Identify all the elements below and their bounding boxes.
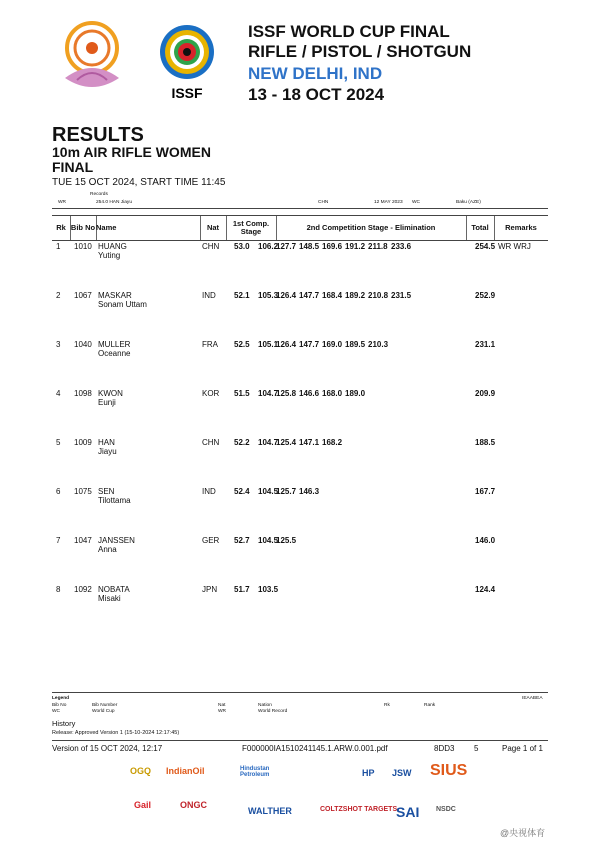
legend-code: IEAABEA [522, 696, 543, 701]
col-remarks: Remarks [505, 223, 537, 232]
col-total: Total [471, 223, 489, 232]
sponsor-hp: HP [362, 768, 375, 778]
elimination-score: 125.5 [276, 536, 297, 545]
legend-wc-key: WC [52, 709, 60, 714]
athlete-nation: JPN [202, 585, 218, 594]
records-nat: CHN [318, 200, 329, 205]
event-title-line2: RIFLE / PISTOL / SHOTGUN [248, 42, 472, 61]
elimination-score: 169.6 [322, 242, 343, 251]
athlete-rank: 8 [56, 585, 61, 594]
records-row [52, 192, 548, 209]
col-bib: Bib No [70, 223, 96, 232]
page-footer [52, 740, 548, 753]
stage1-series1: 52.4 [234, 487, 250, 496]
legend-nat-value: Nation [258, 703, 272, 708]
elimination-score: 189.5 [345, 340, 366, 349]
elimination-score: 146.6 [299, 389, 320, 398]
athlete-first-name: Oceanne [98, 349, 131, 358]
elimination-score: 168.0 [322, 389, 343, 398]
table-row [52, 289, 548, 339]
elimination-score: 125.4 [276, 438, 297, 447]
elimination-score: 127.7 [276, 242, 297, 251]
elimination-score: 168.2 [322, 438, 343, 447]
athlete-last-name: HUANG [98, 242, 127, 251]
athlete-total: 209.9 [475, 389, 496, 398]
athlete-nation: FRA [202, 340, 218, 349]
elimination-score: 168.4 [322, 291, 343, 300]
sponsor-ogq: OGQ [130, 766, 152, 776]
sponsor-walther: WALTHER [248, 806, 292, 816]
athlete-first-name: Sonam Uttam [98, 300, 147, 309]
legend-wc-value: World Cup [92, 709, 115, 714]
stage1-series2: 105.1 [258, 340, 279, 349]
legend-wr-key: WR [218, 709, 226, 714]
athlete-last-name: KWON [98, 389, 123, 398]
stage1-series2: 105.3 [258, 291, 279, 300]
table-row [52, 240, 548, 290]
col-rk: Rk [56, 223, 66, 232]
col-stage1: 1st Comp. Stage [232, 219, 270, 236]
col-stage2: 2nd Competition Stage - Elimination [306, 223, 436, 232]
championship-lotus-logo [55, 18, 129, 98]
elimination-score: 211.8 [368, 242, 388, 251]
athlete-nation: IND [202, 487, 216, 496]
athlete-total: 146.0 [475, 536, 496, 545]
event-name [52, 145, 211, 175]
footer-num: 5 [474, 744, 479, 753]
table-row [52, 436, 548, 486]
event-datetime: TUE 15 OCT 2024, START TIME 11:45 [52, 177, 226, 188]
athlete-first-name: Eunji [98, 398, 116, 407]
athlete-first-name: Tilottama [98, 496, 131, 505]
history-release: Release: Approved Version 1 (15-10-2024 12:17:45) [52, 730, 180, 736]
athlete-rank: 2 [56, 291, 61, 300]
elimination-score: 146.3 [299, 487, 320, 496]
sponsor-ongc: ONGC [180, 800, 207, 810]
records-date: 12 MAY 2023 [374, 200, 403, 205]
elimination-score: 147.1 [299, 438, 320, 447]
event-title-line1: ISSF WORLD CUP FINAL [248, 22, 450, 41]
athlete-last-name: MASKAR [98, 291, 132, 300]
records-type: WR [58, 200, 66, 205]
event-title [248, 22, 471, 62]
elimination-score: 126.4 [276, 340, 297, 349]
athlete-first-name: Jiayu [98, 447, 117, 456]
stage1-series1: 51.5 [234, 389, 250, 398]
sponsor-hpcl: Hindustan Petroleum [240, 766, 270, 778]
athlete-first-name: Misaki [98, 594, 121, 603]
stage1-series1: 53.0 [234, 242, 250, 251]
athlete-rank: 5 [56, 438, 61, 447]
stage1-series2: 104.5 [258, 487, 279, 496]
col-nat: Nat [206, 223, 220, 232]
legend-wr-value: World Record [258, 709, 288, 714]
event-dates: 13 - 18 OCT 2024 [248, 85, 385, 104]
athlete-nation: CHN [202, 242, 220, 251]
records-score-name: 254.0 HAN Jiayu [96, 200, 132, 205]
legend-bibno-key: Bib No [52, 703, 67, 708]
results-table-header [52, 215, 548, 241]
elimination-score: 147.7 [299, 340, 320, 349]
athlete-first-name: Anna [98, 545, 117, 554]
athlete-rank: 3 [56, 340, 61, 349]
legend-rk-key: Rk [384, 703, 390, 708]
legend-nat-key: Nat [218, 703, 226, 708]
event-name-line2: FINAL [52, 159, 94, 175]
sponsor-logos [130, 762, 480, 828]
athlete-total: 124.4 [475, 585, 496, 594]
legend [52, 692, 548, 714]
issf-logo-text: ISSF [171, 85, 203, 101]
sponsor-jsw: JSW [392, 768, 412, 778]
athlete-total: 254.5 [475, 242, 496, 251]
legend-bibno-value: Bib Number [92, 703, 118, 708]
elimination-score: 126.4 [276, 291, 297, 300]
athlete-last-name: NOBATA [98, 585, 130, 594]
athlete-nation: CHN [202, 438, 220, 447]
stage1-series1: 52.7 [234, 536, 250, 545]
table-row [52, 338, 548, 388]
elimination-score: 147.7 [299, 291, 320, 300]
elimination-score: 125.8 [276, 389, 297, 398]
athlete-nation: KOR [202, 389, 220, 398]
athlete-bib: 1009 [74, 438, 92, 447]
event-name-line1: 10m AIR RIFLE WOMEN [52, 144, 211, 160]
athlete-last-name: MULLER [98, 340, 131, 349]
athlete-nation: GER [202, 536, 220, 545]
records-wc: WC [412, 200, 420, 205]
event-city: NEW DELHI, IND [248, 64, 383, 83]
results-heading: RESULTS [52, 124, 144, 146]
athlete-rank: 7 [56, 536, 61, 545]
athlete-rank: 4 [56, 389, 61, 398]
footer-code: 8DD3 [434, 744, 455, 753]
stage1-series2: 103.5 [258, 585, 279, 594]
elimination-score: 148.5 [299, 242, 320, 251]
athlete-bib: 1040 [74, 340, 92, 349]
records-place: Baku (AZE) [456, 200, 481, 205]
elimination-score: 231.5 [391, 291, 412, 300]
footer-file: F000000IA1510241145.1.ARW.0.001.pdf [242, 744, 388, 753]
athlete-rank: 6 [56, 487, 61, 496]
stage1-series1: 52.5 [234, 340, 250, 349]
elimination-score: 233.6 [391, 242, 412, 251]
footer-version: Version of 15 OCT 2024, 12:17 [52, 744, 163, 753]
sponsor-indianoil: IndianOil [166, 766, 205, 776]
watermark: @央视体育 [500, 828, 546, 838]
athlete-bib: 1047 [74, 536, 92, 545]
athlete-total: 231.1 [475, 340, 496, 349]
table-row [52, 387, 548, 437]
legend-rk-value: Rank [424, 703, 436, 708]
table-row [52, 485, 548, 535]
sponsor-coltzshot: COLTZSHOT TARGETS [320, 806, 398, 813]
elimination-score: 210.8 [368, 291, 389, 300]
athlete-bib: 1098 [74, 389, 92, 398]
stage1-series2: 104.7 [258, 389, 279, 398]
athlete-remarks: WR WRJ [498, 242, 531, 251]
athlete-rank: 1 [56, 242, 61, 251]
athlete-bib: 1010 [74, 242, 92, 251]
sponsor-nsdc: NSDC [436, 806, 456, 813]
history-title: History [52, 719, 76, 728]
stage1-series2: 104.5 [258, 536, 279, 545]
footer-page: Page 1 of 1 [502, 744, 543, 753]
sponsor-gail: Gail [134, 800, 152, 810]
athlete-bib: 1067 [74, 291, 92, 300]
athlete-last-name: HAN [98, 438, 115, 447]
athlete-last-name: SEN [98, 487, 115, 496]
records-label: Records [90, 192, 108, 197]
athlete-nation: IND [202, 291, 216, 300]
stage1-series1: 52.1 [234, 291, 250, 300]
athlete-bib: 1075 [74, 487, 92, 496]
elimination-score: 169.0 [322, 340, 343, 349]
elimination-score: 125.7 [276, 487, 297, 496]
elimination-score: 191.2 [345, 242, 366, 251]
table-row [52, 583, 548, 633]
athlete-last-name: JANSSEN [98, 536, 135, 545]
elimination-score: 189.0 [345, 389, 366, 398]
elimination-score: 210.3 [368, 340, 389, 349]
athlete-bib: 1092 [74, 585, 92, 594]
table-row [52, 534, 548, 584]
athlete-total: 167.7 [475, 487, 496, 496]
issf-logo [156, 22, 218, 104]
sponsor-sius: SIUS [430, 762, 468, 779]
sponsor-sai: SAI [396, 804, 420, 820]
stage1-series2: 106.2 [258, 242, 279, 251]
stage1-series2: 104.7 [258, 438, 279, 447]
legend-title: Legend [52, 696, 70, 701]
athlete-first-name: Yuting [98, 251, 121, 260]
col-name: Name [96, 223, 117, 232]
stage1-series1: 51.7 [234, 585, 250, 594]
athlete-total: 188.5 [475, 438, 496, 447]
stage1-series1: 52.2 [234, 438, 250, 447]
elimination-score: 189.2 [345, 291, 366, 300]
athlete-total: 252.9 [475, 291, 496, 300]
